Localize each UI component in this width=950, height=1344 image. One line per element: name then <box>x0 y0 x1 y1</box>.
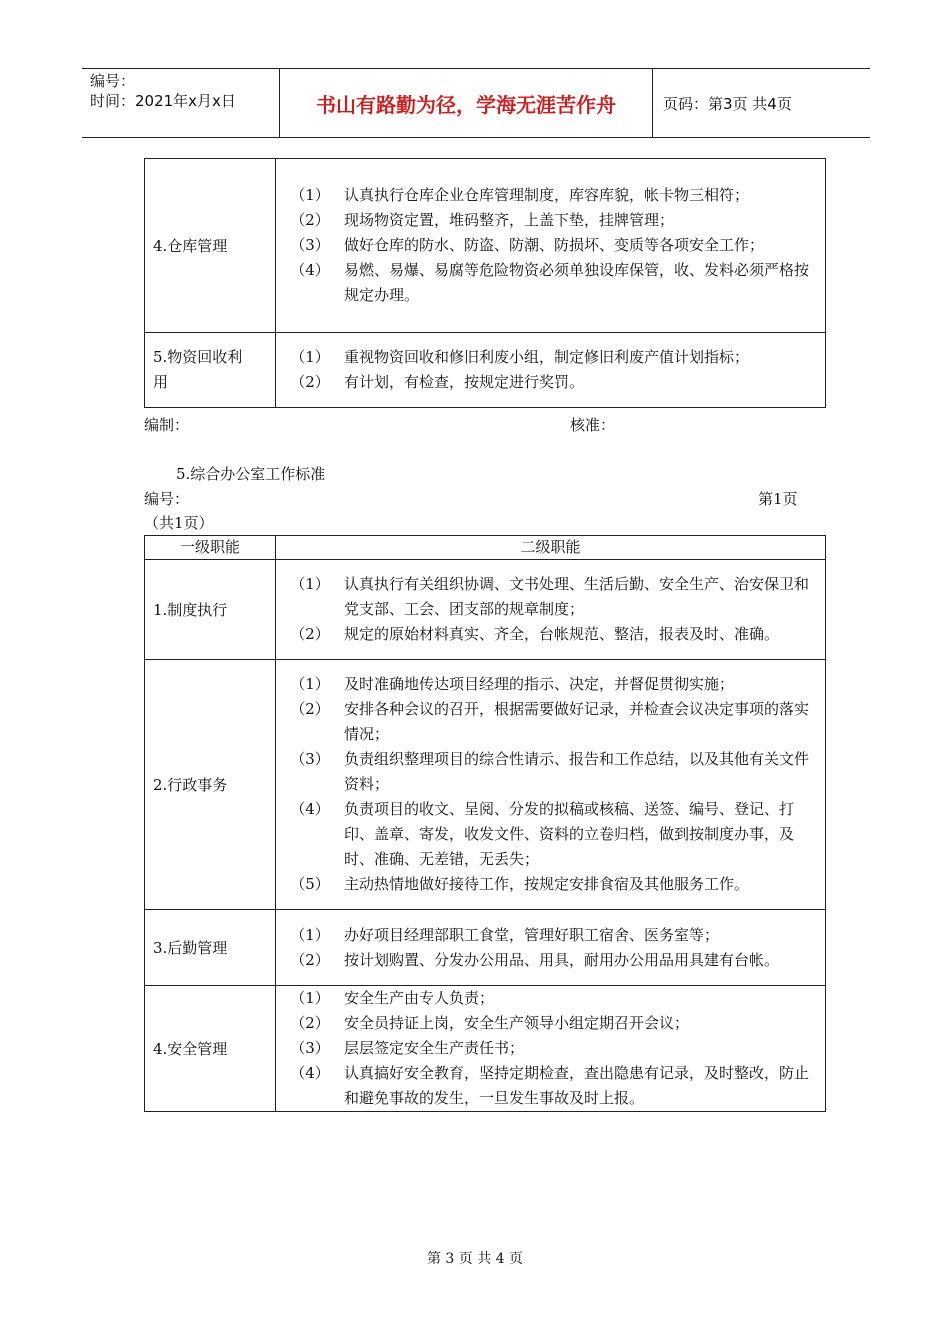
item-number: （2） <box>290 373 330 391</box>
item-text: 安全生产由专人负责； <box>344 989 495 1007</box>
item-number: （5） <box>290 875 330 893</box>
section-code-label: 编号： <box>144 490 190 508</box>
header-time-label: 时间：2021年x月x日 <box>90 92 236 110</box>
item-text: 易燃、易爆、易腐等危险物资必须单独设库保管，收、发料必须严格按规定办理。 <box>344 261 810 304</box>
row-items <box>276 333 826 408</box>
item-text: 有计划，有检查，按规定进行奖罚。 <box>344 373 585 391</box>
section-page-label: 第1页 <box>758 490 798 508</box>
row-title: 2.行政事务 <box>145 660 276 910</box>
item-number: （2） <box>290 1014 330 1032</box>
list-item <box>276 1036 825 1061</box>
section-total-pages: （共1页） <box>144 514 214 532</box>
row-title: 1.制度执行 <box>145 560 276 660</box>
list-item <box>276 345 825 370</box>
header-motto: 书山有路勤为径，学海无涯苦作舟 <box>280 69 653 137</box>
item-number: （3） <box>290 750 330 768</box>
item-number: （4） <box>290 1064 330 1082</box>
page-footer: 第 3 页 共 4 页 <box>426 1251 524 1267</box>
list-item <box>276 747 825 797</box>
item-number: （4） <box>290 800 330 818</box>
list-item <box>276 697 825 747</box>
list-item <box>276 258 825 308</box>
column-header: 二级职能 <box>276 536 826 560</box>
item-number: （1） <box>290 348 330 366</box>
item-number: （2） <box>290 950 330 969</box>
item-text: 办好项目经理部职工食堂，管理好职工宿舍、医务室等； <box>344 925 720 944</box>
item-number: （2） <box>290 700 330 718</box>
row-items <box>276 986 826 1112</box>
item-text: 认真执行有关组织协调、文书处理、生活后勤、安全生产、治安保卫和党支部、工会、团支部的规章制度； <box>344 575 810 618</box>
row-items <box>276 159 826 333</box>
item-text: 主动热情地做好接待工作，按规定安排食宿及其他服务工作。 <box>344 875 750 893</box>
item-text: 现场物资定置，堆码整齐，上盖下垫，挂牌管理； <box>344 211 675 229</box>
item-text: 认真搞好安全教育，坚持定期检查，查出隐患有记录，及时整改，防止和避免事故的发生，一旦发生事故及时上报。 <box>344 1064 810 1107</box>
item-text: 认真执行仓库企业仓库管理制度，库容库貌，帐卡物三相符； <box>344 186 750 204</box>
office-standards-table <box>144 535 826 1112</box>
row-title: 4.安全管理 <box>145 986 276 1112</box>
list-item <box>276 208 825 233</box>
table-row <box>145 159 826 333</box>
item-text: 做好仓库的防水、防盗、防潮、防损坏、变质等各项安全工作； <box>344 236 765 254</box>
row-title: 5.物资回收利用 <box>145 333 276 408</box>
row-items <box>276 910 826 986</box>
header-meta <box>82 69 280 137</box>
item-number: （1） <box>290 675 330 693</box>
list-item <box>276 872 825 897</box>
item-number: （1） <box>290 186 330 204</box>
list-item <box>276 986 825 1011</box>
column-header: 一级职能 <box>145 536 276 560</box>
prepared-by-label: 编制： <box>144 416 190 434</box>
item-text: 负责组织整理项目的综合性请示、报告和工作总结，以及其他有关文件资料； <box>344 750 810 793</box>
table-row <box>145 333 826 408</box>
row-title: 3.后勤管理 <box>145 910 276 986</box>
item-number: （1） <box>290 575 330 593</box>
table-row <box>145 910 826 986</box>
table-header-row <box>145 536 826 560</box>
warehouse-standards-table <box>144 158 826 408</box>
list-item <box>276 1061 825 1111</box>
table-row <box>145 986 826 1112</box>
list-item <box>276 233 825 258</box>
item-text: 层层签定安全生产责任书； <box>344 1039 525 1057</box>
list-item <box>276 1011 825 1036</box>
item-text: 及时准确地传达项目经理的指示、决定，并督促贯彻实施； <box>344 675 735 693</box>
list-item <box>276 797 825 872</box>
list-item <box>276 370 825 395</box>
item-number: （2） <box>290 211 330 229</box>
item-number: （1） <box>290 925 330 944</box>
item-text: 重视物资回收和修旧利废小组，制定修旧利废产值计划指标； <box>344 348 750 366</box>
item-number: （3） <box>290 236 330 254</box>
item-number: （1） <box>290 989 330 1007</box>
approved-by-label: 核准： <box>570 416 616 434</box>
table-row <box>145 560 826 660</box>
section-title: 5.综合办公室工作标准 <box>176 465 326 483</box>
row-items <box>276 560 826 660</box>
item-number: （4） <box>290 261 330 279</box>
list-item <box>276 672 825 697</box>
item-number: （3） <box>290 1039 330 1057</box>
item-number: （2） <box>290 625 330 643</box>
item-text: 安全员持证上岗，安全生产领导小组定期召开会议； <box>344 1014 690 1032</box>
item-text: 规定的原始材料真实、齐全，台帐规范、整洁，报表及时、准确。 <box>344 625 780 643</box>
list-item <box>276 572 825 622</box>
item-text: 负责项目的收文、呈阅、分发的拟稿或核稿、送签、编号、登记、打印、盖章、寄发，收发文件、资料的立卷归档，做到按制度办事，及时、准确、无差错，无丢失； <box>344 800 795 868</box>
header-code-label: 编号： <box>90 72 136 90</box>
item-text: 安排各种会议的召开，根据需要做好记录，并检查会议决定事项的落实情况； <box>344 700 810 743</box>
table-row <box>145 660 826 910</box>
row-title: 4.仓库管理 <box>145 159 276 333</box>
list-item <box>276 948 825 973</box>
list-item <box>276 923 825 948</box>
page-header <box>82 68 870 138</box>
item-text: 按计划购置、分发办公用品、用具，耐用办公用品用具建有台帐。 <box>344 950 780 969</box>
list-item <box>276 622 825 647</box>
row-items <box>276 660 826 910</box>
list-item <box>276 183 825 208</box>
header-page-label: 页码：第3页 共4页 <box>663 94 792 113</box>
